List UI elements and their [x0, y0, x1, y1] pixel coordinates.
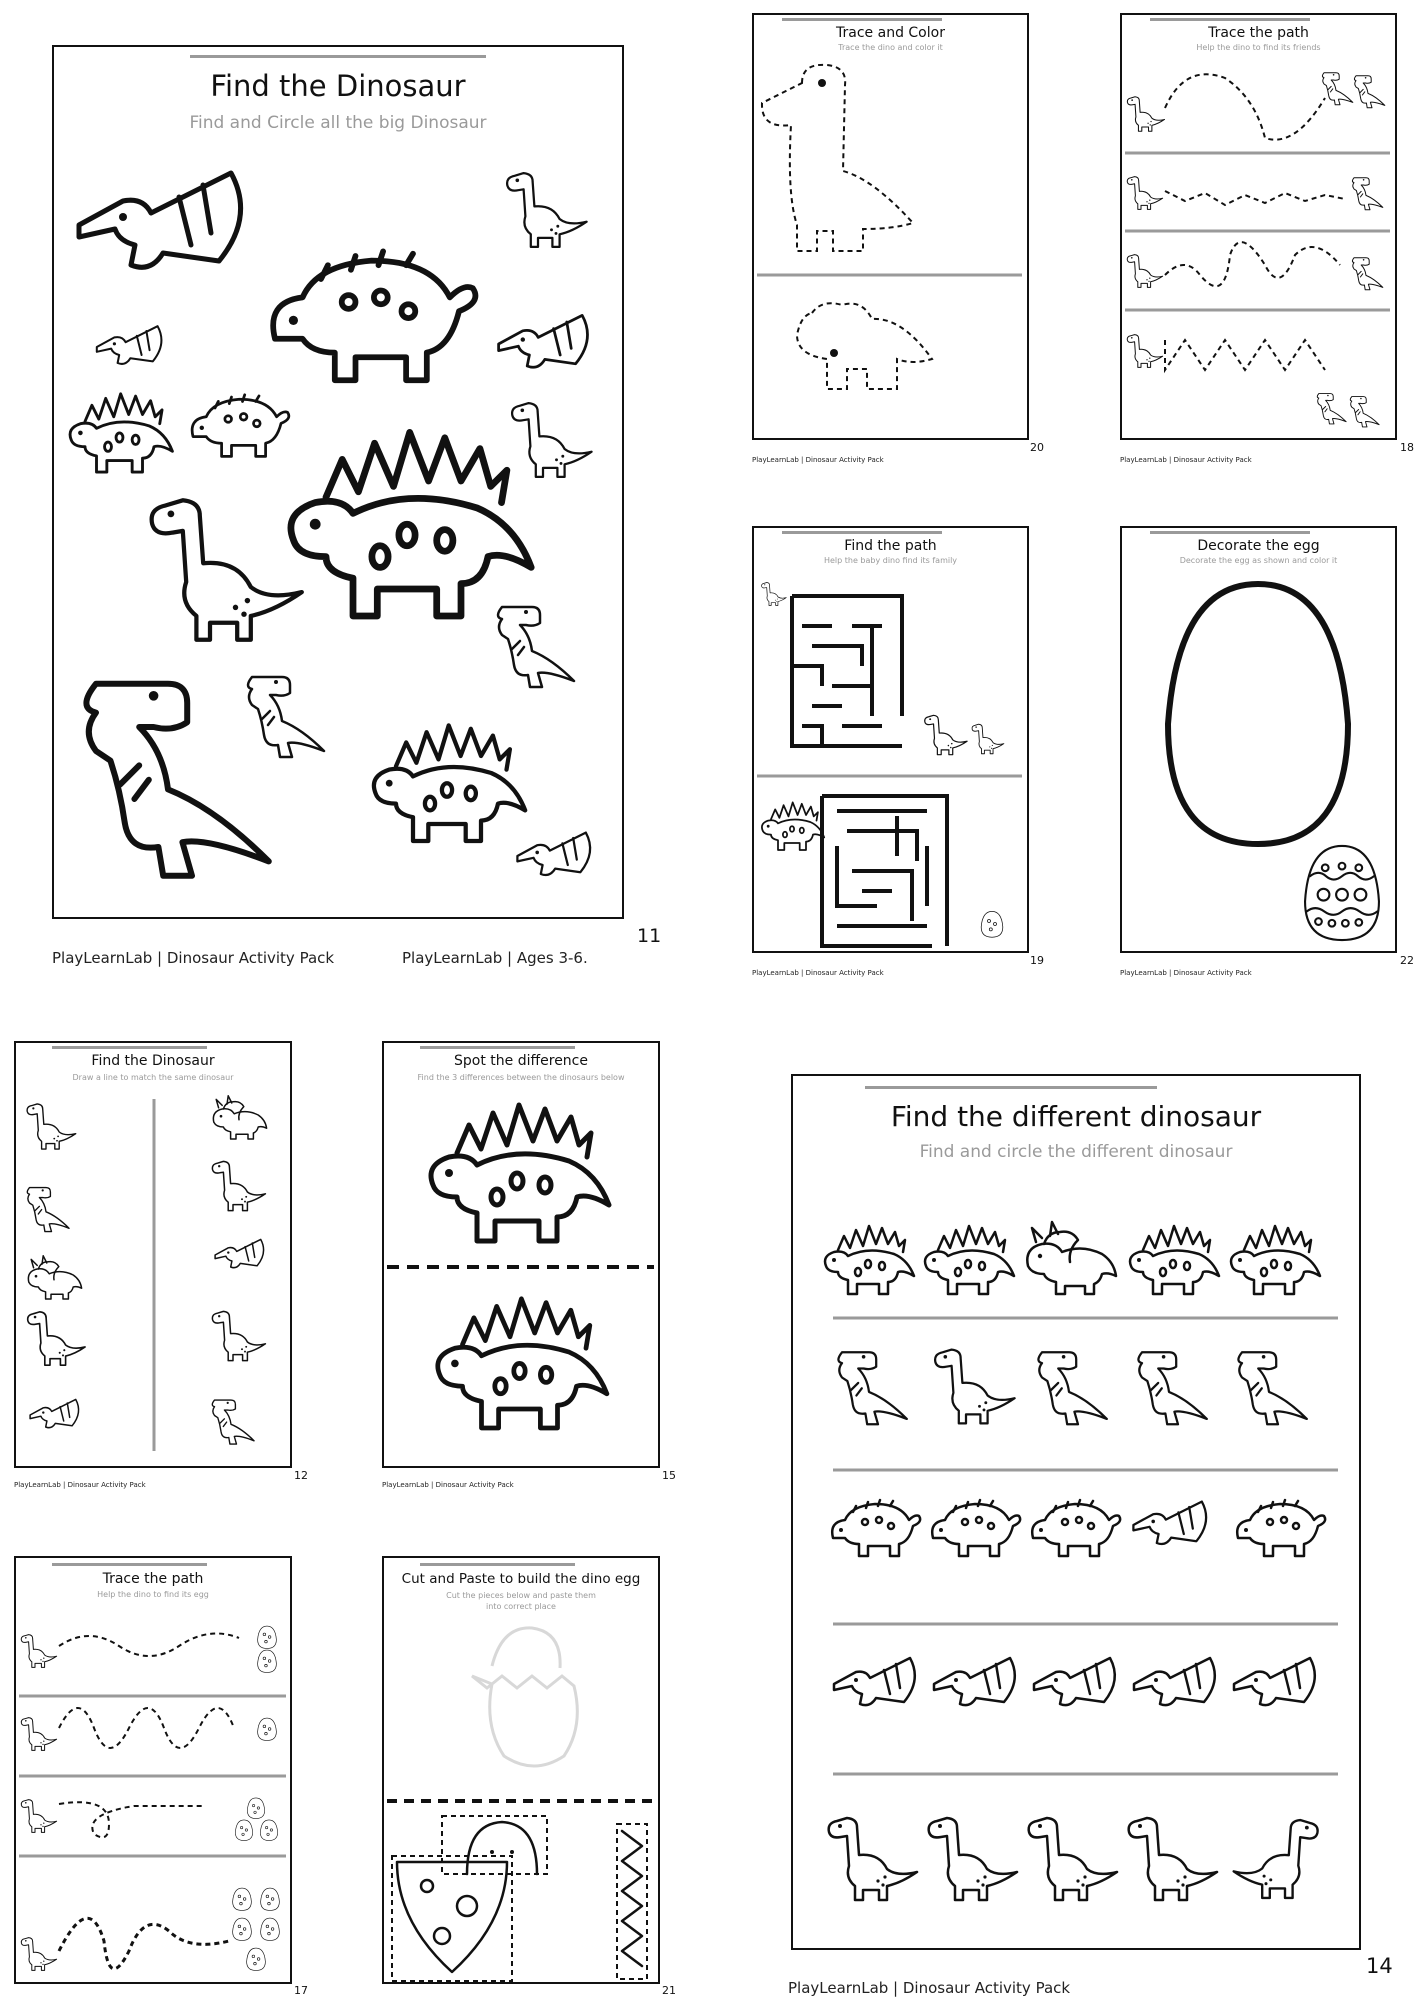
page-title: Find the Dinosaur — [91, 1053, 215, 1069]
page-title: Find the path — [844, 538, 937, 554]
page-subtitle: Help the baby dino find its family — [823, 556, 958, 565]
page-subtitle: Find and circle the different dinosaur — [919, 1142, 1233, 1162]
page-subtitle: Help the dino to find its friends — [1196, 43, 1321, 52]
worksheet-page-15 — [382, 1041, 682, 1501]
page-footer-overlap: PlayLearnLab | Ages 3-6. — [402, 949, 588, 967]
worksheet-page-14 — [788, 1074, 1414, 2000]
page-subtitle: Decorate the egg as shown and color it — [1179, 556, 1338, 565]
page-number: 22 — [1400, 954, 1414, 967]
worksheet-page-21 — [382, 1556, 682, 2000]
row-sauropod — [829, 1818, 1318, 1900]
cut-and-paste-pieces — [382, 1556, 660, 1984]
faded-egg-template — [472, 1628, 577, 1766]
dinosaur-illustrations — [52, 45, 624, 919]
worksheet-page-22 — [1120, 526, 1414, 986]
page-subtitle: Cut the pieces below and paste them into correct place — [446, 1591, 596, 1611]
page-subtitle: Find and Circle all the big Dinosaur — [189, 113, 487, 133]
decorated-egg-example — [1305, 846, 1379, 940]
page-title: Trace the path — [102, 1571, 204, 1587]
worksheet-page-20 — [752, 13, 1052, 473]
small-pterodactyl-illustration — [517, 833, 590, 875]
page-number: 12 — [294, 1469, 308, 1482]
worksheet-page-18 — [1120, 13, 1414, 473]
page-subtitle: Help the dino to find its egg — [97, 1590, 209, 1599]
small-dino-illustration — [507, 173, 586, 247]
trace-paths-to-eggs — [14, 1556, 292, 1984]
dotted-triceratops — [797, 303, 932, 389]
page-title: Find the Dinosaur — [210, 69, 466, 103]
big-dino-illustration — [152, 500, 302, 639]
row-pterodactyl — [834, 1658, 1315, 1705]
row-stegosaurus — [825, 1222, 1320, 1294]
page-footer: PlayLearnLab | Dinosaur Activity Pack — [52, 949, 335, 967]
page-subtitle: Trace the dino and color it — [838, 43, 943, 52]
odd-sauropod — [935, 1350, 1015, 1424]
small-pterodactyl-illustration — [499, 315, 588, 367]
pterodactyl-illustration — [79, 173, 241, 267]
page-title: Cut and Paste to build the dino egg — [401, 1571, 641, 1587]
ankylosaurus-illustration — [273, 251, 475, 380]
small-stegosaurus-illustration — [70, 394, 172, 472]
odd-triceratops — [1027, 1222, 1116, 1294]
maze-2 — [822, 796, 947, 946]
page-title: Find the different dinosaur — [890, 1100, 1262, 1133]
worksheet-page-19 — [752, 526, 1052, 986]
page-number: 19 — [1030, 954, 1044, 967]
page-number: 20 — [1030, 441, 1044, 454]
maze-1 — [792, 596, 902, 746]
small-pterodactyl-illustration — [97, 326, 162, 364]
small-trex-illustration — [498, 607, 574, 687]
odd-one-out-rows — [788, 1074, 1364, 1950]
spot-difference-dinosaurs — [382, 1041, 660, 1468]
page-footer: PlayLearnLab | Dinosaur Activity Pack — [1120, 456, 1252, 464]
maze-puzzles — [752, 526, 1029, 953]
page-number: 15 — [662, 1469, 676, 1482]
blank-egg-outline — [1168, 584, 1348, 844]
page-subtitle: Find the 3 differences between the dinosaurs below — [417, 1073, 625, 1082]
page-title: Spot the difference — [454, 1053, 588, 1069]
page-number: 14 — [1366, 1954, 1393, 1978]
small-trex-illustration — [248, 677, 324, 757]
odd-pterodactyl — [1133, 1502, 1206, 1544]
big-trex-illustration — [86, 684, 268, 876]
worksheet-page-11 — [52, 45, 692, 975]
page-number: 11 — [637, 925, 662, 947]
page-title: Trace the path — [1208, 25, 1309, 41]
trace-paths — [1120, 13, 1397, 440]
small-dino-illustration — [512, 403, 592, 477]
page-title: Decorate the egg — [1197, 538, 1320, 554]
worksheet-page-12 — [14, 1041, 314, 1501]
page-footer: PlayLearnLab | Dinosaur Activity Pack — [752, 969, 884, 977]
page-subtitle: Draw a line to match the same dinosaur — [72, 1073, 234, 1082]
small-ankylosaurus-illustration — [192, 395, 289, 457]
egg-illustrations — [1120, 526, 1397, 953]
worksheet-page-17 — [14, 1556, 314, 2000]
page-footer: PlayLearnLab | Dinosaur Activity Pack — [1120, 969, 1252, 977]
matching-dinosaurs — [14, 1041, 292, 1468]
page-number: 17 — [294, 1984, 308, 1997]
page-title: Trace and Color — [836, 25, 945, 41]
trace-illustrations — [752, 13, 1029, 440]
page-number: 18 — [1400, 441, 1414, 454]
row-trex — [838, 1350, 1306, 1425]
stegosaurus-illustration — [374, 725, 525, 841]
dotted-brachiosaurus — [762, 65, 913, 251]
page-footer: PlayLearnLab | Dinosaur Activity Pack — [382, 1481, 514, 1489]
page-footer: PlayLearnLab | Dinosaur Activity Pack — [788, 1979, 1071, 1997]
big-stegosaurus-illustration — [291, 432, 531, 616]
page-number: 21 — [662, 1984, 676, 1997]
page-footer: PlayLearnLab | Dinosaur Activity Pack — [752, 456, 884, 464]
row-ankylosaurus — [832, 1500, 1325, 1556]
page-footer: PlayLearnLab | Dinosaur Activity Pack — [14, 1481, 146, 1489]
